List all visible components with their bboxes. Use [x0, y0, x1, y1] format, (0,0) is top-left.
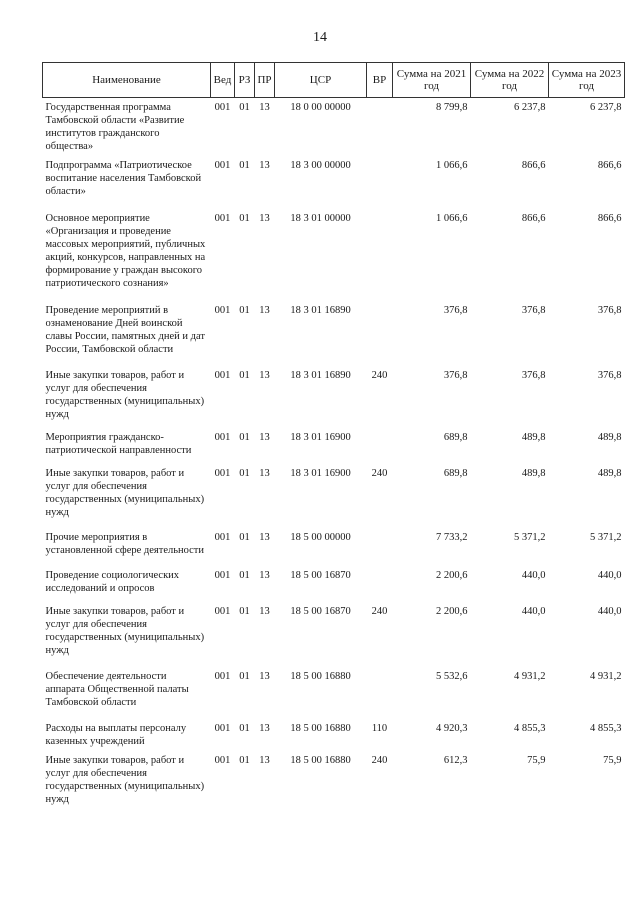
cell-rz: 01: [239, 671, 250, 682]
cell-sum-2021: 5 532,6: [436, 671, 468, 682]
cell-rz: 01: [239, 468, 250, 479]
cell-sum-2021: 2 200,6: [436, 606, 468, 617]
cell-vr: 110: [371, 723, 388, 734]
cell-pr: 13: [259, 671, 270, 682]
cell-sum-2022: 376,8: [521, 370, 546, 381]
cell-ved: 001: [214, 606, 231, 617]
table-row: [43, 670, 625, 722]
cell-name: Мероприятия гражданско-патриотической направленности: [45, 432, 192, 456]
table-row: [43, 98, 625, 160]
table-row: [43, 159, 625, 212]
cell-sum-2022: 5 371,2: [514, 532, 546, 543]
cell-name: Основное мероприятие «Организация и проведение массовых мероприятий, публичных акций, конкурсов, направленных на формирование у граждан высокого патриотического сознания»: [45, 213, 206, 289]
cell-vr: [367, 159, 393, 212]
cell-vr: [367, 212, 393, 304]
header-pr: ПР: [255, 63, 275, 98]
cell-sum-2023: 376,8: [597, 305, 622, 316]
cell-name: Проведение социологических исследований и опросов: [45, 570, 180, 594]
cell-ved: 001: [214, 671, 231, 682]
cell-sum-2021: 689,8: [443, 468, 468, 479]
cell-vr: 240: [371, 755, 388, 766]
cell-pr: 13: [259, 532, 270, 543]
cell-rz: 01: [239, 755, 250, 766]
cell-pr: 13: [259, 160, 270, 171]
cell-name: Иные закупки товаров, работ и услуг для обеспечения государственных (муниципальных) нужд: [45, 370, 205, 420]
cell-csr: 18 5 00 16870: [290, 606, 351, 617]
cell-vr: 240: [371, 468, 388, 479]
cell-sum-2022: 866,6: [521, 213, 546, 224]
cell-rz: 01: [239, 160, 250, 171]
cell-csr: 18 5 00 16880: [290, 671, 351, 682]
cell-csr: 18 3 01 16900: [290, 468, 351, 479]
cell-sum-2021: 612,3: [443, 755, 468, 766]
cell-ved: 001: [214, 570, 231, 581]
cell-vr: [367, 431, 393, 467]
cell-vr: [367, 304, 393, 369]
cell-csr: 18 5 00 16870: [290, 570, 351, 581]
cell-csr: 18 3 01 16890: [290, 305, 351, 316]
budget-table: [42, 62, 625, 806]
cell-sum-2022: 440,0: [521, 570, 546, 581]
header-sum-2022: Сумма на 2022 год: [471, 63, 549, 98]
cell-name: Подпрограмма «Патриотическое воспитание населения Тамбовской области»: [45, 160, 202, 197]
cell-sum-2023: 489,8: [597, 432, 622, 443]
cell-ved: 001: [214, 723, 231, 734]
table-row: [43, 212, 625, 304]
header-rz: РЗ: [235, 63, 255, 98]
page-number: 14: [313, 30, 327, 45]
cell-vr: [367, 569, 393, 605]
cell-rz: 01: [239, 370, 250, 381]
cell-sum-2023: 489,8: [597, 468, 622, 479]
cell-vr: 240: [371, 370, 388, 381]
table-row: [43, 754, 625, 806]
cell-sum-2023: 4 855,3: [590, 723, 622, 734]
cell-sum-2022: 6 237,8: [514, 102, 546, 113]
header-sum-2021: Сумма на 2021 год: [393, 63, 471, 98]
cell-csr: 18 5 00 00000: [290, 532, 351, 543]
cell-sum-2022: 376,8: [521, 305, 546, 316]
cell-name: Иные закупки товаров, работ и услуг для обеспечения государственных (муниципальных) нужд: [45, 755, 205, 805]
cell-csr: 18 3 00 00000: [290, 160, 351, 171]
cell-pr: 13: [259, 755, 270, 766]
cell-rz: 01: [239, 213, 250, 224]
cell-sum-2021: 2 200,6: [436, 570, 468, 581]
table-row: [43, 605, 625, 670]
cell-rz: 01: [239, 723, 250, 734]
table-row: [43, 431, 625, 467]
table-body: [43, 98, 625, 807]
cell-sum-2021: 7 733,2: [436, 532, 468, 543]
cell-pr: 13: [259, 468, 270, 479]
cell-ved: 001: [214, 532, 231, 543]
cell-name: Проведение мероприятий в ознаменование Дней воинской славы России, памятных дней и дат России, Тамбовской области: [45, 305, 205, 355]
cell-name: Иные закупки товаров, работ и услуг для обеспечения государственных (муниципальных) нужд: [45, 468, 205, 518]
cell-name: Иные закупки товаров, работ и услуг для обеспечения государственных (муниципальных) нужд: [45, 606, 205, 656]
header-sum-2023: Сумма на 2023 год: [549, 63, 625, 98]
header-csr: ЦСР: [275, 63, 367, 98]
cell-vr: [367, 98, 393, 160]
cell-csr: 18 5 00 16880: [290, 755, 351, 766]
cell-ved: 001: [214, 213, 231, 224]
table-row: [43, 369, 625, 431]
cell-pr: 13: [259, 723, 270, 734]
cell-pr: 13: [259, 305, 270, 316]
cell-name: Прочие мероприятия в установленной сфере деятельности: [45, 532, 205, 556]
cell-sum-2022: 4 855,3: [514, 723, 546, 734]
cell-csr: 18 3 01 16900: [290, 432, 351, 443]
cell-sum-2021: 1 066,6: [436, 160, 468, 171]
cell-sum-2021: 1 066,6: [436, 213, 468, 224]
cell-pr: 13: [259, 370, 270, 381]
cell-sum-2021: 4 920,3: [436, 723, 468, 734]
cell-name: Расходы на выплаты персоналу казенных учреждений: [45, 723, 187, 747]
cell-rz: 01: [239, 570, 250, 581]
cell-sum-2023: 866,6: [597, 213, 622, 224]
cell-sum-2022: 866,6: [521, 160, 546, 171]
table-row: [43, 531, 625, 569]
cell-sum-2023: 440,0: [597, 606, 622, 617]
cell-ved: 001: [214, 755, 231, 766]
cell-rz: 01: [239, 432, 250, 443]
cell-sum-2023: 4 931,2: [590, 671, 622, 682]
cell-sum-2021: 689,8: [443, 432, 468, 443]
cell-ved: 001: [214, 305, 231, 316]
cell-ved: 001: [214, 432, 231, 443]
cell-rz: 01: [239, 532, 250, 543]
cell-pr: 13: [259, 570, 270, 581]
cell-vr: 240: [371, 606, 388, 617]
cell-csr: 18 3 01 16890: [290, 370, 351, 381]
table-row: [43, 304, 625, 369]
table-row: [43, 722, 625, 754]
cell-sum-2022: 489,8: [521, 432, 546, 443]
cell-csr: 18 3 01 00000: [290, 213, 351, 224]
cell-sum-2022: 440,0: [521, 606, 546, 617]
cell-sum-2021: 376,8: [443, 305, 468, 316]
cell-pr: 13: [259, 606, 270, 617]
cell-ved: 001: [214, 468, 231, 479]
cell-pr: 13: [259, 432, 270, 443]
cell-sum-2021: 376,8: [443, 370, 468, 381]
table-row: [43, 467, 625, 531]
cell-sum-2023: 866,6: [597, 160, 622, 171]
cell-csr: 18 5 00 16880: [290, 723, 351, 734]
cell-rz: 01: [239, 102, 250, 113]
cell-sum-2022: 4 931,2: [514, 671, 546, 682]
cell-sum-2023: 440,0: [597, 570, 622, 581]
cell-csr: 18 0 00 00000: [290, 102, 351, 113]
cell-pr: 13: [259, 102, 270, 113]
cell-sum-2023: 376,8: [597, 370, 622, 381]
cell-ved: 001: [214, 160, 231, 171]
header-vr: ВР: [367, 63, 393, 98]
cell-sum-2023: 75,9: [603, 755, 622, 766]
cell-ved: 001: [214, 370, 231, 381]
table-row: [43, 569, 625, 605]
header-name: Наименование: [43, 63, 211, 98]
cell-ved: 001: [214, 102, 231, 113]
cell-sum-2023: 5 371,2: [590, 532, 622, 543]
cell-sum-2021: 8 799,8: [436, 102, 468, 113]
cell-vr: [367, 531, 393, 569]
cell-pr: 13: [259, 213, 270, 224]
cell-sum-2022: 75,9: [527, 755, 546, 766]
header-ved: Вед: [211, 63, 235, 98]
cell-sum-2023: 6 237,8: [590, 102, 622, 113]
cell-rz: 01: [239, 606, 250, 617]
cell-name: Обеспечение деятельности аппарата Общественной палаты Тамбовской области: [45, 671, 189, 708]
cell-sum-2022: 489,8: [521, 468, 546, 479]
table-header-row: [43, 63, 625, 98]
cell-name: Государственная программа Тамбовской области «Развитие институтов гражданского общества»: [45, 102, 185, 152]
cell-rz: 01: [239, 305, 250, 316]
cell-vr: [367, 670, 393, 722]
